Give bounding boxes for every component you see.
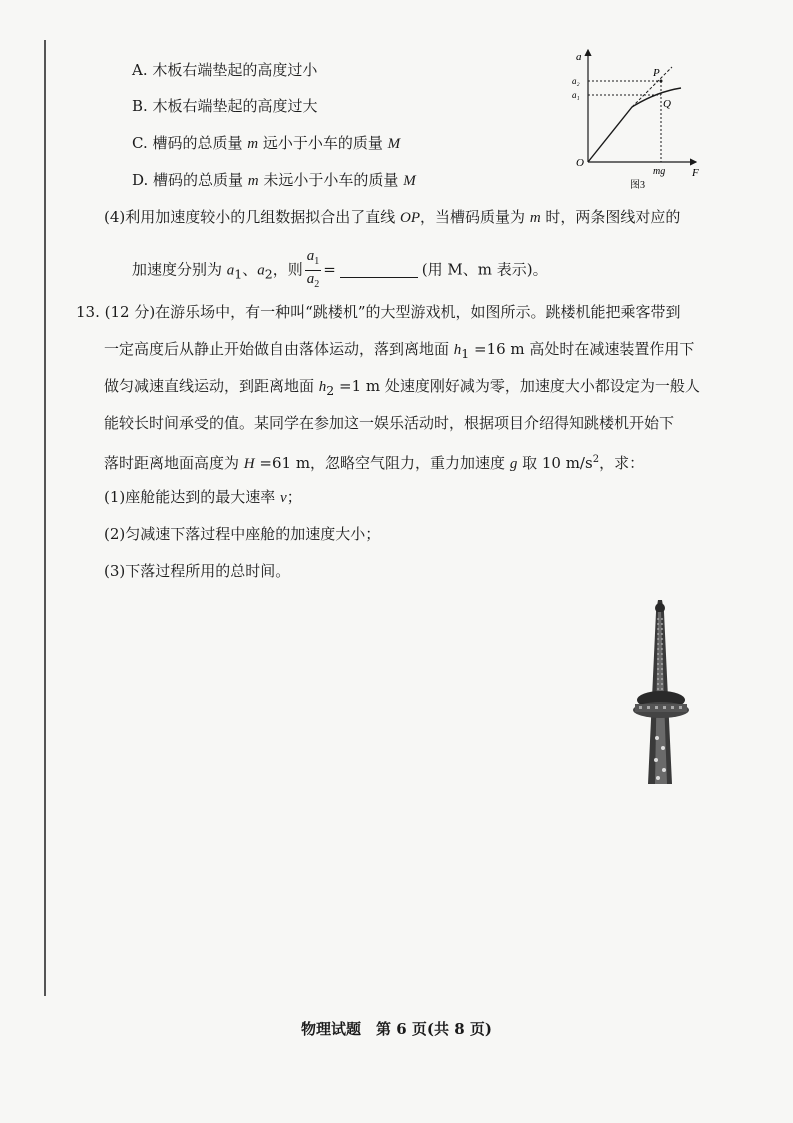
part4-line2 xyxy=(132,248,548,293)
drop-tower-illustration xyxy=(625,598,695,784)
ratio-fraction xyxy=(305,248,322,293)
a2-tick-label: a₂ xyxy=(572,76,580,86)
point-p-label: P xyxy=(653,67,660,79)
q13-sub3 xyxy=(104,561,290,581)
part4-sep: 、 xyxy=(242,260,258,279)
part4-line1-mid: ，当槽码质量为 xyxy=(420,208,530,226)
q13-line4 xyxy=(104,413,674,433)
q13-sub1-end: ； xyxy=(286,488,302,506)
option-d-mid: 未远小于小车的质量 xyxy=(258,171,404,189)
q13-sub2 xyxy=(104,524,380,544)
option-d-var-m: m xyxy=(247,173,259,189)
point-p xyxy=(660,80,663,83)
fraction-numerator xyxy=(305,248,322,271)
q13-line5-pre: 落时距离地面高度为 xyxy=(104,454,244,472)
q13-sub1 xyxy=(104,487,302,508)
h1-sub: 1 xyxy=(461,346,470,361)
part4-then: ，则 xyxy=(272,260,303,279)
x-axis-label: F xyxy=(692,167,699,179)
part4-line1-pre: (4)利用加速度较小的几组数据拟合出了直线 xyxy=(104,208,401,226)
figure-3-graph xyxy=(560,44,710,194)
option-d-pre: D. 槽码的总质量 xyxy=(132,171,248,189)
var-v: v xyxy=(280,490,287,506)
part4-a2-sub: 2 xyxy=(264,266,273,282)
option-c-var-M: M xyxy=(387,136,401,152)
frac-den-sub: 2 xyxy=(314,279,320,290)
q13-line1-text: 13. (12 分)在游乐场中，有一种叫“跳楼机”的大型游戏机，如图所示。跳楼机能把乘客带到 xyxy=(76,303,681,321)
frac-num-var: a xyxy=(306,248,315,264)
figure-caption: 图3 xyxy=(630,180,645,191)
part4-var-m: m xyxy=(529,210,541,226)
part4-line1 xyxy=(104,207,680,228)
q13-line1 xyxy=(76,302,681,322)
part4-line1-post: 时，两条图线对应的 xyxy=(540,208,681,226)
q13-line5 xyxy=(104,450,644,474)
unit-sup: 2 xyxy=(592,454,600,465)
part4-var-a1: a xyxy=(226,262,235,279)
q13-line5-end: ，求： xyxy=(599,454,645,472)
frac-num-sub: 1 xyxy=(314,256,320,267)
var-g: g xyxy=(509,456,518,472)
mg-label: mg xyxy=(653,166,666,177)
a1-tick-label: a₁ xyxy=(572,90,580,100)
equals-sign: = xyxy=(323,260,336,279)
y-axis-label: a xyxy=(576,51,582,63)
q13-line4-text: 能较长时间承受的值。某同学在参加这一娱乐活动时，根据项目介绍得知跳楼机开始下 xyxy=(104,414,675,432)
q13-line2-pre: 一定高度后从静止开始做自由落体运动，落到离地面 xyxy=(104,340,454,358)
option-d-var-M: M xyxy=(403,173,416,189)
h2-sub: 2 xyxy=(326,383,335,398)
part4-var-op: OP xyxy=(400,210,421,226)
q13-line5-post: 取 10 m/s xyxy=(517,454,593,472)
binding-margin-line xyxy=(44,40,46,996)
q13-line3-post: =1 m 处速度刚好减为零，加速度大小都设定为一般人 xyxy=(334,377,700,395)
option-c-pre: C. 槽码的总质量 xyxy=(132,134,248,152)
var-h1: h xyxy=(453,342,462,358)
q13-line2 xyxy=(104,339,694,364)
option-c-var-m: m xyxy=(247,136,259,152)
point-q-label: Q xyxy=(663,98,671,110)
page-footer: 物理试题 第 6 页(共 8 页) xyxy=(301,1020,492,1038)
var-h2: h xyxy=(318,379,327,395)
origin-label: O xyxy=(576,157,584,169)
q13-line3-pre: 做匀减速直线运动，到距离地面 xyxy=(104,377,319,395)
option-b xyxy=(132,96,318,116)
part4-post: (用 M、m 表示)。 xyxy=(421,260,548,279)
var-H: H xyxy=(243,456,255,472)
option-c-mid: 远小于小车的质量 xyxy=(258,134,388,152)
q13-line2-post: =16 m 高处时在减速装置作用下 xyxy=(469,340,695,358)
q13-sub1-text: (1)座舱能达到的最大速率 xyxy=(104,488,281,506)
option-a-text: A. 木板右端垫起的高度过小 xyxy=(132,61,318,79)
answer-blank[interactable] xyxy=(340,261,418,278)
option-a xyxy=(132,60,317,80)
fraction-denominator xyxy=(305,271,322,293)
option-b-text: B. 木板右端垫起的高度过大 xyxy=(132,97,318,115)
part4-var-a2: a xyxy=(257,262,265,279)
part4-a1-sub: 1 xyxy=(234,266,243,282)
q13-line3 xyxy=(104,376,700,401)
q13-line5-mid: =61 m，忽略空气阻力，重力加速度 xyxy=(254,454,510,472)
option-c xyxy=(132,133,400,154)
q13-sub3-text: (3)下落过程所用的总时间。 xyxy=(104,562,291,580)
q13-sub2-text: (2)匀减速下落过程中座舱的加速度大小； xyxy=(104,525,381,543)
frac-den-var: a xyxy=(306,271,315,287)
part4-line2-pre: 加速度分别为 xyxy=(132,260,227,279)
option-d xyxy=(132,170,416,191)
